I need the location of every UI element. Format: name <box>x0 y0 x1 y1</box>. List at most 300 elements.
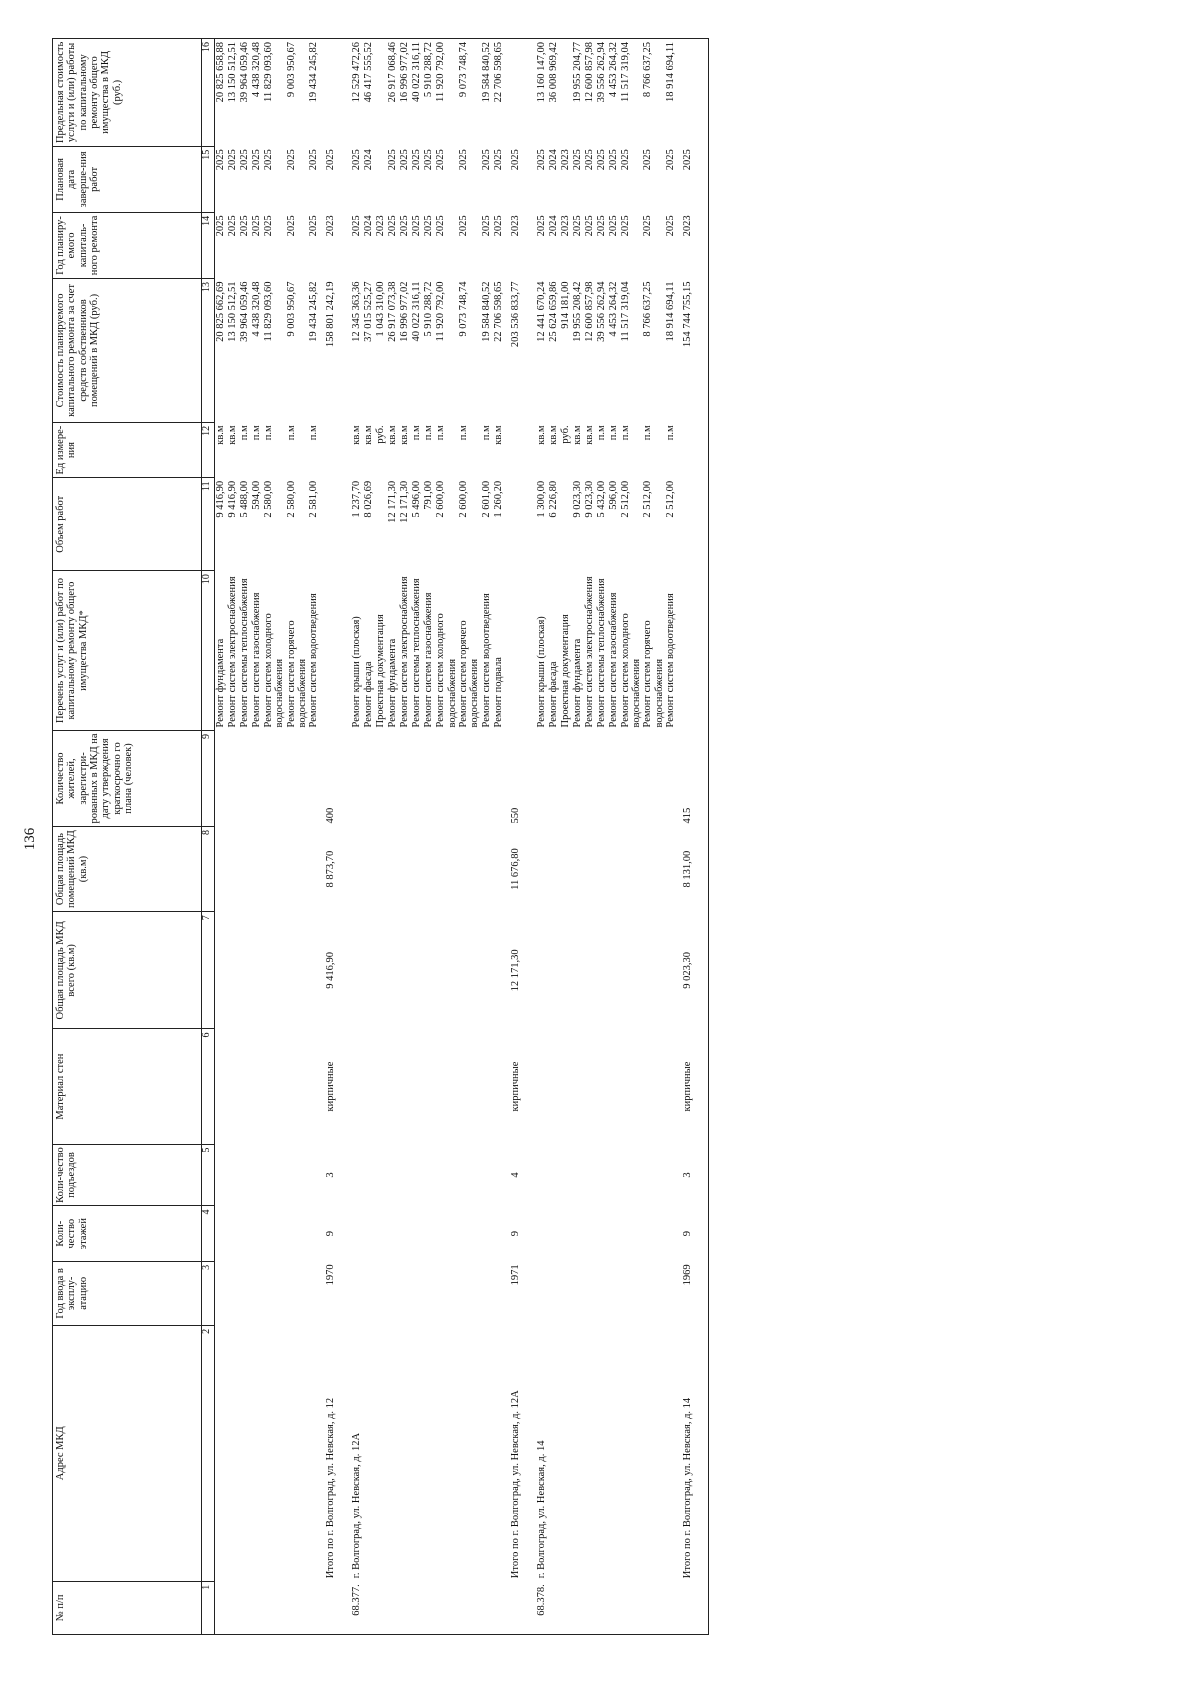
empty-cell <box>363 826 375 911</box>
empty-cell <box>682 39 709 147</box>
empty-cell <box>239 731 251 827</box>
table-row <box>411 39 423 1635</box>
work-year: 2025 <box>480 215 492 237</box>
empty-cell <box>263 1144 286 1206</box>
empty-cell <box>493 1029 505 1144</box>
empty-cell <box>435 1325 458 1581</box>
total-label: Итого по г. Волгоград, ул. Невская, д. 12А <box>509 1390 521 1579</box>
empty-cell <box>363 1261 375 1325</box>
column-number: 13 <box>202 278 215 422</box>
empty-cell <box>548 731 560 827</box>
empty-cell <box>399 1144 411 1206</box>
work-volume: 5 488,00 <box>239 480 250 518</box>
empty-cell <box>548 912 560 1029</box>
empty-cell <box>608 826 620 911</box>
column-header: Адрес МКД <box>53 1325 202 1581</box>
column-number: 14 <box>202 212 215 278</box>
work-year: 2025 <box>457 215 469 237</box>
empty-cell <box>620 912 643 1029</box>
work-end-date: 2025 <box>227 149 238 171</box>
page-number: 136 <box>22 827 38 851</box>
work-year: 2025 <box>399 215 411 237</box>
empty-cell <box>423 1206 435 1261</box>
work-limit-cost: 4 438 320,48 <box>251 39 263 147</box>
work-end-date: 2024 <box>547 149 559 171</box>
empty-cell <box>481 1261 493 1325</box>
table-row <box>596 39 608 1635</box>
column-header: Объем работ <box>53 478 202 571</box>
empty-cell <box>584 1261 596 1325</box>
empty-cell <box>411 826 423 911</box>
empty-cell <box>423 1029 435 1144</box>
empty-cell <box>387 731 399 827</box>
empty-cell <box>596 1325 608 1581</box>
empty-cell <box>227 826 239 911</box>
work-end-date: 2025 <box>642 149 654 171</box>
empty-cell <box>239 826 251 911</box>
work-limit-cost: 39 556 262,94 <box>596 39 608 147</box>
empty-cell <box>548 1261 560 1325</box>
work-volume: 2 600,00 <box>435 480 447 518</box>
empty-cell <box>375 1325 387 1581</box>
table-row <box>608 39 620 1635</box>
work-volume: 9 416,90 <box>215 480 226 518</box>
empty-cell <box>560 912 572 1029</box>
work-unit: кв.м <box>399 425 411 445</box>
entrances: 3 <box>682 1144 709 1206</box>
work-cost: 22 706 598,65 <box>492 281 504 342</box>
column-number: 12 <box>202 422 215 477</box>
work-unit: п.м <box>664 425 676 441</box>
empty-cell <box>227 912 239 1029</box>
empty-cell <box>399 1029 411 1144</box>
work-cost: 11 829 093,60 <box>263 281 274 342</box>
empty-cell <box>263 1206 286 1261</box>
empty-cell <box>363 731 375 827</box>
empty-cell <box>665 1029 677 1144</box>
empty-cell <box>510 422 536 477</box>
empty-cell <box>375 731 387 827</box>
work-limit-cost: 22 706 598,65 <box>493 39 505 147</box>
work-limit-cost: 4 453 264,32 <box>608 39 620 147</box>
empty-cell <box>642 1206 665 1261</box>
empty-cell <box>286 1144 309 1206</box>
table-row <box>481 39 493 1635</box>
work-cost: 20 825 662,69 <box>215 281 226 342</box>
empty-cell <box>263 826 286 911</box>
work-cost: 9 073 748,74 <box>457 281 469 337</box>
empty-cell <box>493 912 505 1029</box>
work-limit-cost: 8 766 637,25 <box>642 39 665 147</box>
table-row <box>363 39 375 1635</box>
work-cost: 9 003 950,67 <box>285 281 297 337</box>
empty-cell <box>642 826 665 911</box>
work-end-date: 2025 <box>435 149 447 171</box>
empty-cell <box>423 1144 435 1206</box>
work-end-date: 2025 <box>399 149 411 171</box>
work-cost: 914 181,00 <box>559 281 571 329</box>
empty-cell <box>423 1261 435 1325</box>
work-name: Ремонт систем водоотведения <box>308 593 320 728</box>
year-built: 1970 <box>325 1264 337 1286</box>
empty-cell <box>435 1206 458 1261</box>
work-unit: п.м <box>642 425 654 441</box>
work-year: 2025 <box>251 215 262 237</box>
empty-cell <box>399 1325 411 1581</box>
empty-cell <box>608 1206 620 1261</box>
empty-cell <box>239 1029 251 1144</box>
empty-cell <box>423 1581 435 1634</box>
table-row <box>458 39 481 1635</box>
empty-cell <box>351 1206 363 1261</box>
empty-cell <box>620 1325 643 1581</box>
work-cost: 11 517 319,04 <box>619 281 631 342</box>
empty-cell <box>351 912 363 1029</box>
empty-cell <box>493 1144 505 1206</box>
empty-cell <box>263 1261 286 1325</box>
work-end-date: 2025 <box>664 149 676 171</box>
empty-cell <box>584 731 596 827</box>
wall-material: кирпичные <box>509 1061 521 1112</box>
work-year: 2025 <box>607 215 619 237</box>
empty-cell <box>596 731 608 827</box>
empty-cell <box>399 1581 411 1634</box>
empty-cell <box>620 826 643 911</box>
work-volume: 6 226,80 <box>547 480 559 518</box>
empty-cell <box>665 1261 677 1325</box>
work-name: Ремонт крыши (плоская) <box>535 616 547 728</box>
empty-cell <box>263 1581 286 1634</box>
column-header: Год ввода в эксплу-атацию <box>53 1261 202 1325</box>
empty-cell <box>435 1144 458 1206</box>
empty-cell <box>620 1581 643 1634</box>
work-name: Ремонт фасада <box>363 661 375 728</box>
empty-cell <box>642 1144 665 1206</box>
work-limit-cost: 36 008 969,42 <box>548 39 560 147</box>
empty-cell <box>399 1261 411 1325</box>
work-year: 2025 <box>308 215 320 237</box>
year-built: 1971 <box>509 1264 521 1286</box>
empty-cell <box>642 1261 665 1325</box>
work-unit: руб. <box>559 425 571 444</box>
empty-cell <box>665 826 677 911</box>
column-number: 1 <box>202 1581 215 1634</box>
column-header: Общая площадь МКД всего (кв.м) <box>53 912 202 1029</box>
empty-cell <box>458 1325 481 1581</box>
empty-cell <box>423 912 435 1029</box>
empty-cell <box>560 1325 572 1581</box>
work-year: 2025 <box>664 215 676 237</box>
empty-cell <box>325 422 351 477</box>
empty-cell <box>536 912 548 1029</box>
work-name: Проектная документация <box>559 614 571 728</box>
work-limit-cost: 5 910 288,72 <box>423 39 435 147</box>
work-volume: 2 580,00 <box>263 480 274 518</box>
work-name: Ремонт систем электроснабжения <box>227 576 238 728</box>
work-unit: руб. <box>375 425 387 444</box>
work-volume: 1 237,70 <box>351 480 363 518</box>
work-limit-cost: 9 003 950,67 <box>286 39 309 147</box>
work-unit: п.м <box>457 425 469 441</box>
work-name: Ремонт системы теплоснабжения <box>411 578 423 728</box>
work-name: Ремонт фасада <box>547 661 559 728</box>
empty-cell <box>560 1029 572 1144</box>
empty-cell <box>286 826 309 911</box>
entrances: 3 <box>325 1172 337 1178</box>
work-limit-cost: 9 073 748,74 <box>458 39 481 147</box>
work-cost: 8 766 637,25 <box>642 281 654 337</box>
wall-material: кирпичные <box>325 1061 337 1112</box>
table-row <box>215 39 228 1635</box>
work-limit-cost: 11 920 792,00 <box>435 39 458 147</box>
empty-cell <box>481 826 493 911</box>
work-limit-cost: 19 434 245,82 <box>308 39 320 147</box>
work-limit-cost: 40 022 316,11 <box>411 39 423 147</box>
empty-cell <box>608 1144 620 1206</box>
empty-cell <box>239 1325 251 1581</box>
empty-cell <box>481 1029 493 1144</box>
empty-cell <box>481 1144 493 1206</box>
building-address: г. Волгоград, ул. Невская, д. 14 <box>535 1440 547 1579</box>
empty-cell <box>263 1029 286 1144</box>
work-end-date: 2025 <box>619 149 631 171</box>
work-end-date: 2025 <box>387 149 399 171</box>
work-limit-cost: 13 150 512,51 <box>227 39 239 147</box>
empty-cell <box>435 1029 458 1144</box>
empty-cell <box>411 1144 423 1206</box>
work-unit: п.м <box>619 425 631 441</box>
column-header: Материал стен <box>53 1029 202 1144</box>
area-rooms: 8 131,00 <box>682 826 709 911</box>
work-volume: 2 581,00 <box>308 480 320 518</box>
empty-cell <box>435 1261 458 1325</box>
empty-cell <box>665 1581 677 1634</box>
work-cost: 37 015 525,27 <box>363 281 375 342</box>
work-name: Ремонт фундамента <box>215 638 226 728</box>
column-number: 9 <box>202 731 215 827</box>
empty-cell <box>596 826 608 911</box>
empty-cell <box>584 1325 596 1581</box>
total-label: Итого по г. Волгоград, ул. Невская, д. 14 <box>682 1325 709 1581</box>
empty-cell <box>325 39 351 147</box>
empty-cell <box>227 1029 239 1144</box>
work-cost: 12 600 857,98 <box>583 281 595 342</box>
empty-cell <box>536 731 548 827</box>
column-number: 7 <box>202 912 215 1029</box>
empty-cell <box>286 731 309 827</box>
empty-cell <box>596 1581 608 1634</box>
empty-cell <box>251 1261 263 1325</box>
column-number: 6 <box>202 1029 215 1144</box>
work-name: Ремонт систем электроснабжения <box>399 576 411 728</box>
work-cost: 1 043 310,00 <box>375 281 387 337</box>
work-volume: 12 171,30 <box>387 480 399 523</box>
work-end-date: 2025 <box>492 149 504 171</box>
empty-cell <box>481 1581 493 1634</box>
work-unit: кв.м <box>351 425 363 445</box>
work-year: 2025 <box>619 215 631 237</box>
empty-cell <box>375 1261 387 1325</box>
work-unit: п.м <box>435 425 447 441</box>
work-name: Ремонт систем холодного водоснабжения <box>619 613 642 728</box>
empty-cell <box>239 912 251 1029</box>
column-header: Год планиру-емого капиталь-ного ремонта <box>53 212 202 278</box>
work-cost: 19 955 208,42 <box>571 281 583 342</box>
work-volume <box>560 478 572 571</box>
column-number: 2 <box>202 1325 215 1581</box>
empty-cell <box>665 1325 677 1581</box>
column-header: Предельная стоимость услуги и (или) работы по капитальному ремонту общего имущества в МКД (руб.) <box>53 39 202 147</box>
table-row <box>493 39 505 1635</box>
column-header: Коли-чество этажей <box>53 1206 202 1261</box>
empty-cell <box>608 1325 620 1581</box>
column-number: 4 <box>202 1206 215 1261</box>
table-body <box>215 39 709 1635</box>
empty-cell <box>435 1581 458 1634</box>
empty-cell <box>620 731 643 827</box>
empty-cell <box>435 912 458 1029</box>
repair-plan-table <box>52 38 709 1635</box>
table-row <box>251 39 263 1635</box>
empty-cell <box>399 826 411 911</box>
work-year: 2025 <box>239 215 250 237</box>
work-volume: 2 512,00 <box>664 480 676 518</box>
empty-cell <box>458 1581 481 1634</box>
empty-cell <box>227 1144 239 1206</box>
total-row <box>325 39 351 1635</box>
work-name: Ремонт систем газоснабжения <box>423 592 435 728</box>
work-year: 2025 <box>535 215 547 237</box>
work-name: Проектная документация <box>375 614 387 728</box>
empty-cell <box>308 1581 320 1634</box>
empty-cell <box>387 1144 399 1206</box>
work-cost: 40 022 316,11 <box>411 281 423 342</box>
empty-cell <box>375 1581 387 1634</box>
column-number-row <box>202 39 215 1635</box>
work-name: Ремонт систем водоотведения <box>480 593 492 728</box>
empty-cell <box>423 1325 435 1581</box>
empty-cell <box>227 1325 239 1581</box>
work-year: 2025 <box>387 215 399 237</box>
empty-cell <box>458 1144 481 1206</box>
table-row <box>263 39 286 1635</box>
empty-cell <box>286 1206 309 1261</box>
empty-cell <box>239 1261 251 1325</box>
work-volume: 5 496,00 <box>411 480 423 518</box>
work-cost: 12 441 670,24 <box>535 281 547 342</box>
empty-cell <box>375 912 387 1029</box>
work-cost: 13 150 512,51 <box>227 281 238 342</box>
empty-cell <box>536 826 548 911</box>
empty-cell <box>682 1581 709 1634</box>
empty-cell <box>493 1206 505 1261</box>
work-end-date: 2025 <box>308 149 320 171</box>
work-unit: п.м <box>411 425 423 441</box>
work-name: Ремонт систем холодного водоснабжения <box>263 613 286 728</box>
empty-cell <box>620 1206 643 1261</box>
work-end-date: 2025 <box>263 149 274 171</box>
work-name: Ремонт систем холодного водоснабжения <box>435 613 458 728</box>
work-year: 2024 <box>363 215 375 237</box>
work-end-date <box>375 146 387 212</box>
table-row <box>642 39 665 1635</box>
work-unit: кв.м <box>583 425 595 445</box>
work-name: Ремонт систем водоотведения <box>664 593 676 728</box>
empty-cell <box>286 1581 309 1634</box>
table-row <box>423 39 435 1635</box>
empty-cell <box>608 1261 620 1325</box>
empty-cell <box>548 1029 560 1144</box>
area-total: 9 023,30 <box>682 912 709 1029</box>
work-end-date: 2025 <box>239 149 250 171</box>
work-year: 2025 <box>263 215 274 237</box>
work-year: 2025 <box>423 215 435 237</box>
empty-cell <box>596 1206 608 1261</box>
empty-cell <box>308 1206 320 1261</box>
empty-cell <box>481 1206 493 1261</box>
work-volume: 9 023,30 <box>583 480 595 518</box>
work-cost: 5 910 288,72 <box>423 281 435 337</box>
empty-cell <box>215 1144 228 1206</box>
empty-cell <box>308 826 320 911</box>
work-limit-cost: 20 825 658,88 <box>215 39 228 147</box>
column-number: 3 <box>202 1261 215 1325</box>
empty-cell <box>682 422 709 477</box>
empty-cell <box>227 1581 239 1634</box>
work-end-date: 2025 <box>595 149 607 171</box>
work-end-date: 2025 <box>351 149 363 171</box>
empty-cell <box>351 826 363 911</box>
empty-cell <box>642 1029 665 1144</box>
work-name: Ремонт подвала <box>492 657 504 728</box>
total-end-date: 2025 <box>509 149 521 171</box>
work-cost: 16 996 977,02 <box>399 281 411 342</box>
work-cost: 26 917 073,38 <box>387 281 399 342</box>
column-number: 11 <box>202 478 215 571</box>
empty-cell <box>560 1144 572 1206</box>
work-limit-cost: 46 417 555,52 <box>363 39 375 147</box>
table-row <box>435 39 458 1635</box>
column-header: Плановая дата заверше-ния работ <box>53 146 202 212</box>
work-year: 2025 <box>492 215 504 237</box>
work-unit: п.м <box>480 425 492 441</box>
empty-cell <box>239 1206 251 1261</box>
empty-cell <box>682 478 709 571</box>
total-year: 2023 <box>325 215 337 237</box>
empty-cell <box>665 731 677 827</box>
table-row <box>572 39 584 1635</box>
table-row <box>536 39 548 1635</box>
work-limit-cost: 19 955 204,77 <box>572 39 584 147</box>
work-cost: 19 584 840,52 <box>480 281 492 342</box>
empty-cell <box>572 826 584 911</box>
empty-cell <box>325 478 351 571</box>
empty-cell <box>642 731 665 827</box>
work-year: 2025 <box>351 215 363 237</box>
residents: 550 <box>509 807 521 824</box>
wall-material: кирпичные <box>682 1029 709 1144</box>
empty-cell <box>411 1325 423 1581</box>
column-number: 15 <box>202 146 215 212</box>
floors: 9 <box>682 1206 709 1261</box>
empty-cell <box>215 1206 228 1261</box>
row-number: 68.378. <box>536 1581 548 1634</box>
empty-cell <box>572 1261 584 1325</box>
work-volume: 1 260,20 <box>492 480 504 518</box>
empty-cell <box>642 1325 665 1581</box>
work-limit-cost: 19 584 840,52 <box>481 39 493 147</box>
table-row <box>308 39 320 1635</box>
